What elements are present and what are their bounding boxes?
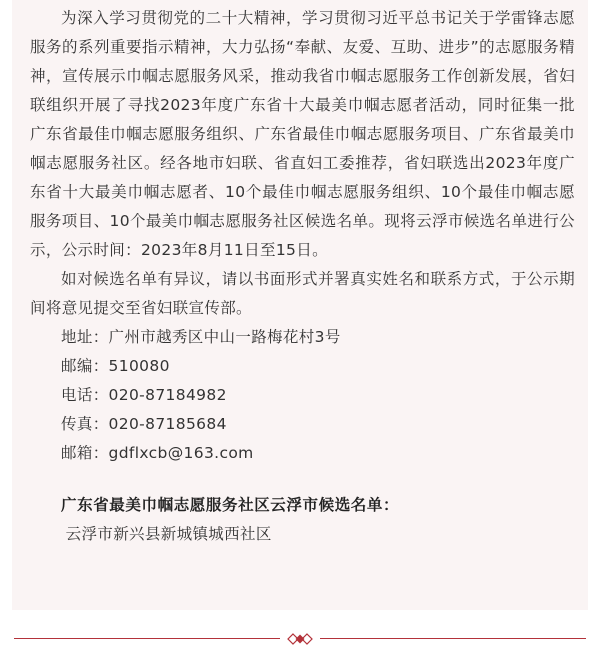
announcement-paragraph: 为深入学习贯彻党的二十大精神，学习贯彻习近平总书记关于学雷锋志愿服务的系列重要指示精神，大力弘扬“奉献、友爱、互助、进步”的志愿服务精神，宣传展示巾帼志愿服务风采，推动我省巾帼志愿服务工作创新发展，省妇联组织开展了寻找2023年度广东省十大最美巾帼志愿者活动，同时征集一批广东省最佳巾帼志愿服务组织、广东省最佳巾帼志愿服务项目、广东省最美巾帼志愿服务社区。经各地市妇联、省直妇工委推荐，省妇联选出2023年度广东省十大最美巾帼志愿者、10个最佳巾帼志愿服务组织、10个最佳巾帼志愿服务项目、10个最美巾帼志愿服务社区候选名单。现将云浮市候选名单进行公示，公示时间：2023年8月11日至15日。	[30, 9, 575, 259]
contact-postcode: 邮编：510080	[61, 357, 170, 375]
divider-line-left	[14, 638, 280, 639]
contact-fax: 传真：020-87185684	[61, 415, 227, 433]
contact-email: 邮箱：gdflxcb@163.com	[61, 444, 254, 462]
contact-address: 地址：广州市越秀区中山一路梅花村3号	[61, 328, 341, 346]
contact-info-list	[30, 323, 575, 468]
section-spacer	[30, 468, 575, 491]
objection-paragraph: 如对候选名单有异议，请以书面形式并署真实姓名和联系方式，于公示期间将意见提交至省妇联宣传部。	[30, 270, 575, 317]
diamond-ornament-icon	[284, 633, 316, 645]
candidate-list-item: 云浮市新兴县新城镇城西社区	[65, 525, 272, 543]
article-card	[12, 0, 588, 610]
article-content	[30, 4, 575, 549]
candidate-list-title: 广东省最美巾帼志愿服务社区云浮市候选名单：	[61, 496, 400, 514]
divider-line-right	[320, 638, 586, 639]
ornament-divider	[14, 634, 586, 644]
contact-phone: 电话：020-87184982	[61, 386, 227, 404]
